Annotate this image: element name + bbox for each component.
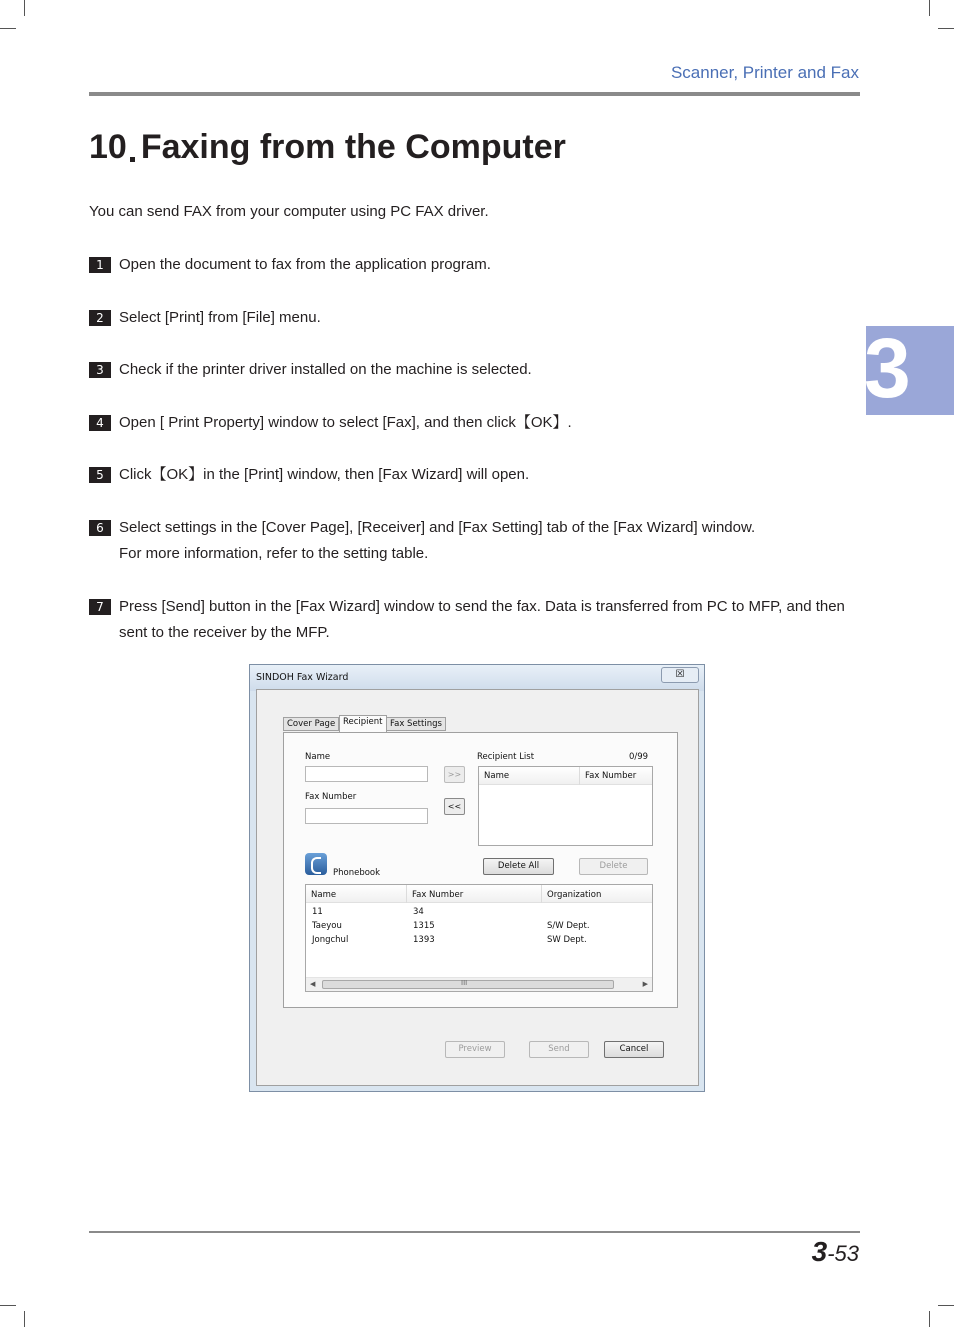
top-rule — [89, 92, 860, 96]
table-cell[interactable]: SW Dept. — [547, 935, 587, 945]
phonebook-icon — [305, 853, 327, 875]
step-number: 2 — [89, 310, 111, 326]
crop-mark — [929, 1311, 930, 1327]
crop-mark — [929, 0, 930, 16]
recipient-panel — [283, 732, 678, 1008]
name-input[interactable] — [305, 766, 428, 782]
intro-text: You can send FAX from your computer using PC FAX driver. — [89, 203, 489, 220]
crop-mark — [938, 1305, 954, 1306]
column-separator — [406, 885, 407, 903]
recipient-col-name[interactable]: Name — [484, 771, 510, 781]
horizontal-scrollbar[interactable] — [306, 977, 652, 991]
page-index: -53 — [827, 1241, 859, 1266]
table-cell[interactable]: 11 — [312, 907, 323, 917]
step-number: 7 — [89, 599, 111, 615]
crop-mark — [0, 1305, 16, 1306]
recipient-count: 0/99 — [629, 752, 649, 762]
crop-mark — [938, 28, 954, 29]
scroll-left-icon[interactable]: ◀ — [310, 980, 316, 988]
step-number: 6 — [89, 520, 111, 536]
crop-mark — [24, 0, 25, 16]
step-text: Select [Print] from [File] menu. — [119, 309, 321, 326]
recipient-list[interactable] — [478, 766, 653, 846]
title-number: 10 — [89, 128, 127, 166]
table-cell[interactable]: S/W Dept. — [547, 921, 590, 931]
phonebook-col-name[interactable]: Name — [311, 890, 337, 900]
table-cell[interactable]: Taeyou — [312, 921, 342, 931]
step-number: 3 — [89, 362, 111, 378]
step-number: 4 — [89, 415, 111, 431]
cancel-button[interactable]: Cancel — [604, 1041, 664, 1058]
page-title — [89, 128, 566, 167]
dialog-body — [256, 689, 699, 1086]
step-text: Select settings in the [Cover Page], [Receiver] and [Fax Setting] tab of the [Fax Wizard] window. — [119, 519, 756, 536]
step-number: 1 — [89, 257, 111, 273]
close-button[interactable]: ☒ — [661, 667, 699, 683]
tab-recipient[interactable]: Recipient — [339, 715, 387, 732]
chapter-tab — [864, 321, 954, 415]
send-button[interactable]: Send — [529, 1041, 589, 1058]
recipient-list-label: Recipient List — [477, 752, 535, 762]
chapter-tab-number: 3 — [864, 321, 911, 415]
step-text-continued: For more information, refer to the setting table. — [119, 545, 429, 562]
table-cell[interactable]: 1315 — [413, 921, 435, 931]
phonebook-col-fax[interactable]: Fax Number — [412, 890, 464, 900]
column-separator — [541, 885, 542, 903]
phonebook-list[interactable] — [305, 884, 653, 992]
title-dot — [130, 157, 135, 162]
table-cell[interactable]: Jongchul — [312, 935, 349, 945]
bottom-rule — [89, 1231, 860, 1233]
phonebook-label: Phonebook — [333, 868, 381, 878]
fax-number-label: Fax Number — [305, 792, 357, 802]
add-recipient-button[interactable]: >> — [444, 766, 465, 783]
dialog-titlebar — [250, 665, 704, 691]
scroll-right-icon[interactable]: ▶ — [642, 980, 648, 988]
title-text: Faxing from the Computer — [140, 128, 566, 166]
table-cell[interactable]: 34 — [413, 907, 424, 917]
step-text: Click【OK】in the [Print] window, then [Fax Wizard] will open. — [119, 466, 530, 483]
fax-wizard-dialog — [249, 664, 705, 1092]
tab-fax-settings[interactable]: Fax Settings — [386, 717, 446, 731]
step-number: 5 — [89, 467, 111, 483]
step-text: Check if the printer driver installed on the machine is selected. — [119, 361, 532, 378]
page-chapter: 3 — [811, 1236, 828, 1267]
page-number — [812, 1236, 859, 1268]
tab-cover-page[interactable]: Cover Page — [283, 717, 339, 731]
name-label: Name — [305, 752, 331, 762]
preview-button[interactable]: Preview — [445, 1041, 505, 1058]
recipient-col-fax[interactable]: Fax Number — [585, 771, 637, 781]
crop-mark — [0, 28, 16, 29]
fax-number-input[interactable] — [305, 808, 428, 824]
delete-all-button[interactable]: Delete All — [483, 858, 554, 875]
table-cell[interactable]: 1393 — [413, 935, 435, 945]
scrollbar-thumb[interactable] — [322, 980, 614, 989]
phonebook-col-org[interactable]: Organization — [547, 890, 602, 900]
step-text: Press [Send] button in the [Fax Wizard] window to send the fax. Data is transferred from PC to MFP, and then sent to the receiver by the MFP. — [119, 598, 845, 641]
scroll-grip: III — [461, 979, 468, 987]
remove-recipient-button[interactable]: << — [444, 798, 465, 815]
crop-mark — [24, 1311, 25, 1327]
section-title: Scanner, Printer and Fax — [670, 63, 859, 82]
delete-button[interactable]: Delete — [579, 858, 648, 875]
column-separator — [579, 767, 580, 785]
step-text: Open [ Print Property] window to select [Fax], and then click【OK】. — [119, 414, 572, 431]
dialog-title: SINDOH Fax Wizard — [256, 672, 349, 683]
step-text: Open the document to fax from the application program. — [119, 256, 491, 273]
